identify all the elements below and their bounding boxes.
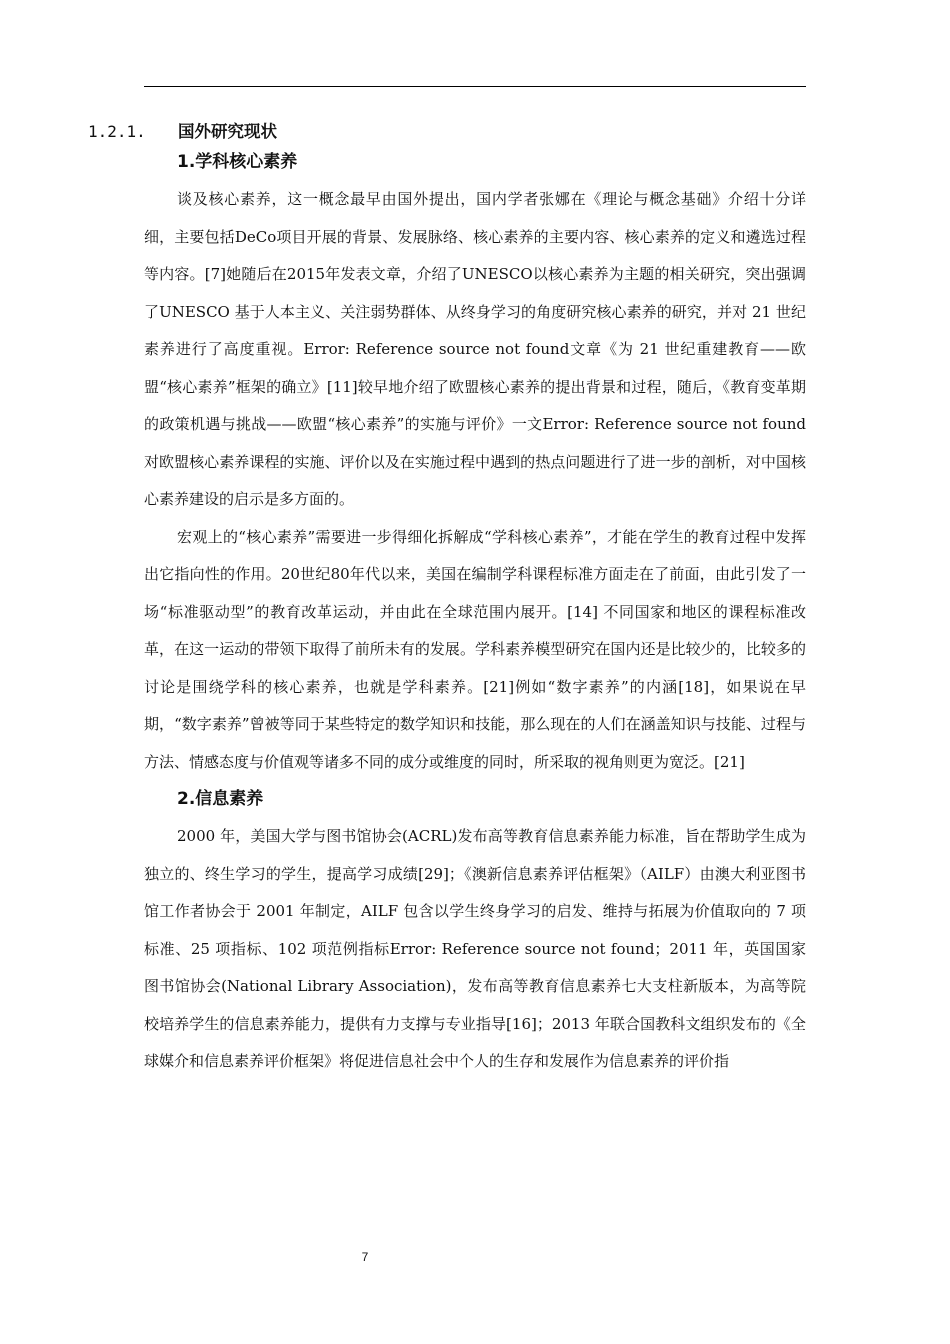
section-title: 国外研究现状 bbox=[178, 122, 277, 141]
section-heading bbox=[88, 118, 277, 142]
body-paragraph: 宏观上的“核心素养”需要进一步得细化拆解成“学科核心素养”，才能在学生的教育过程中发挥出它指向性的作用。20世纪80年代以来，美国在编制学科课程标准方面走在了前面，由此引发了一场“标准驱动型”的教育改革运动，并由此在全球范围内展开。[14] 不同国家和地区的课程标准改革，在这一运动的带领下取得了前所未有的发展。学科素养模型研究在国内还是比较少的，比较多的讨论是围绕学科的核心素养，也就是学科素养。[21]例如“数字素养”的内涵[18]，如果说在早期，“数字素养”曾被等同于某些特定的数学知识和技能，那么现在的人们在涵盖知识与技能、过程与方法、情感态度与价值观等诸多不同的成分或维度的同时，所采取的视角则更为宽泛。[21] bbox=[144, 527, 806, 771]
body-paragraph: 谈及核心素养，这一概念最早由国外提出，国内学者张娜在《理论与概念基础》介绍十分详细，主要包括DeCo项目开展的背景、发展脉络、核心素养的主要内容、核心素养的定义和遴选过程等内容。[7]她随后在2015年发表文章，介绍了UNESCO以核心素养为主题的相关研究，突出强调了UNESCO 基于人本主义、关注弱势群体、从终身学习的角度研究核心素养的研究，并对 21 世纪素养进行了高度重视。Error: Reference source not found文章《为 21 世纪重建教育——欧盟“核心素养”框架的确立》[11]较早地介绍了欧盟核心素养的提出背景和过程，随后，《教育变革期的政策机遇与挑战——欧盟“核心素养”的实施与评价》一文Error: Reference source not found对欧盟核心素养课程的实施、评价以及在实施过程中遇到的热点问题进行了进一步的剖析，对中国核心素养建设的启示是多方面的。 bbox=[144, 190, 806, 508]
body-paragraph: 2000 年，美国大学与图书馆协会(ACRL)发布高等教育信息素养能力标准，旨在帮助学生成为独立的、终生学习的学生，提高学习成绩[29]；《澳新信息素养评估框架》（AILF）由澳大利亚图书馆工作者协会于 2001 年制定，AILF 包含以学生终身学习的启发、维持与拓展为价值取向的 7 项标准、25 项指标、102 项范例指标Error: Reference source not found；2011 年，英国国家图书馆协会(National Library Association)，发布高等教育信息素养七大支柱新版本，为高等院校培养学生的信息素养能力，提供有力支撑与专业指导[16]；2013 年联合国教科文组织发布的《全球媒介和信息素养评价框架》将促进信息社会中个人的生存和发展作为信息素养的评价指 bbox=[144, 827, 806, 1070]
subsection-heading: 1.学科核心素养 bbox=[177, 152, 298, 172]
page-number: 7 bbox=[361, 1250, 369, 1264]
document-body bbox=[144, 144, 806, 1081]
header-rule bbox=[144, 86, 806, 87]
subsection-heading: 2.信息素养 bbox=[177, 789, 264, 809]
section-number: 1.2.1. bbox=[88, 122, 146, 141]
